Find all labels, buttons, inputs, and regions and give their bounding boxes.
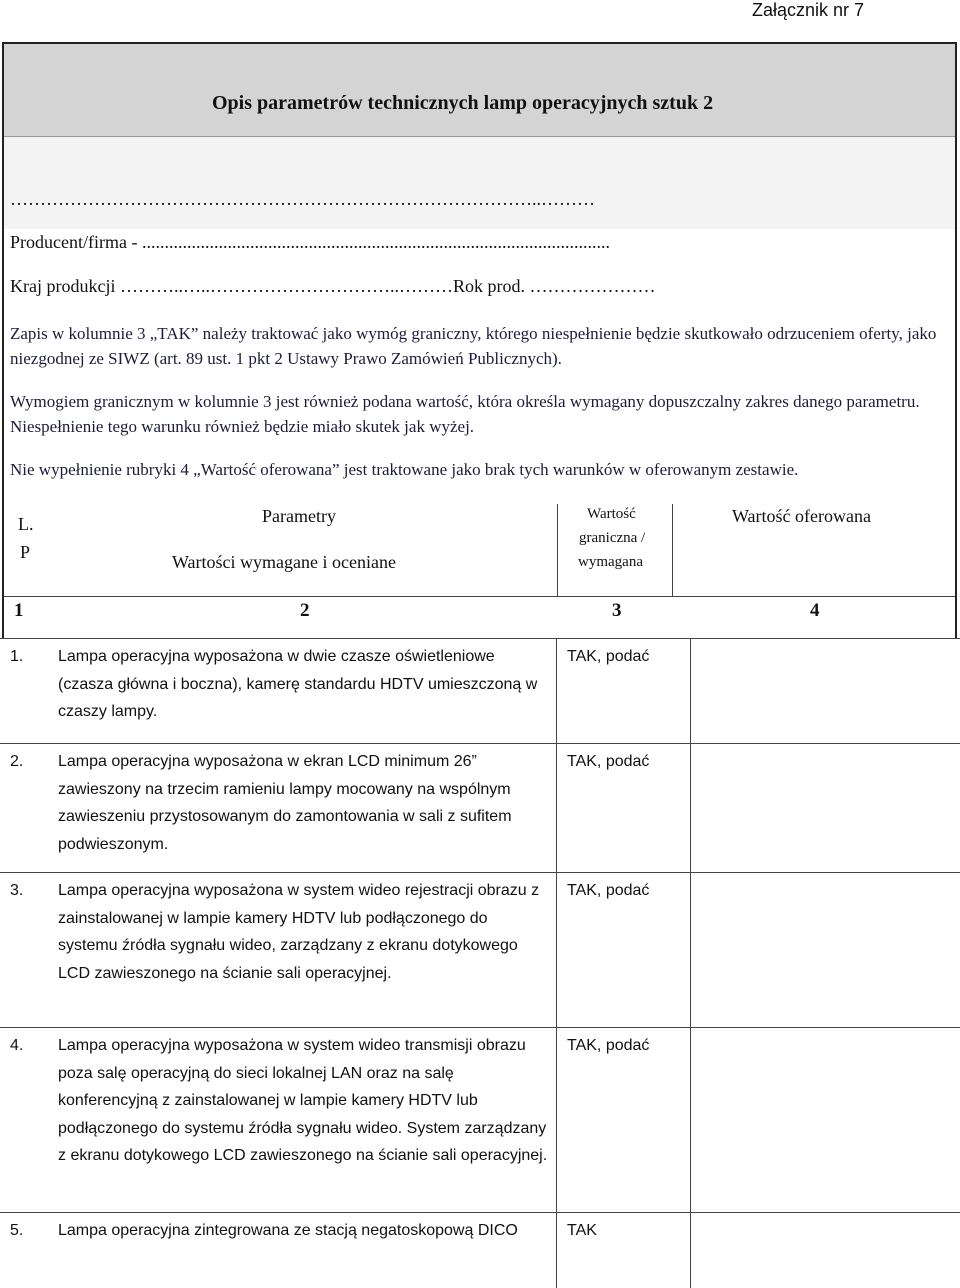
row-required-value: TAK, podać — [567, 648, 650, 665]
row-number: 2. — [10, 753, 24, 770]
header-separator-2 — [672, 504, 673, 596]
row-parameter: Lampa operacyjna wyposażona w system wideo transmisji obrazu poza salę operacyjną do sieci lokalnej LAN oraz na salę konferencyjną z zainstalowanej w lampie kamery HDTV lub podłączonego do systemu źródła sygnału wideo. System zarządzany z ekranu dotykowego LCD zawieszonego na ścianie sali operacyjnej. — [52, 1028, 557, 1212]
row-parameter: Lampa operacyjna wyposażona w ekran LCD minimum 26” zawieszony na trzecim ramieniu lampy mocowany na wspólnym zawieszeniu przystosowanym do zamontowania w sali z sufitem podwieszonym. — [52, 744, 557, 872]
table-row — [0, 1027, 960, 1212]
title-band — [4, 44, 955, 136]
specification-form — [2, 42, 957, 638]
device-name-field[interactable]: ……………………………………………………………………………..……… — [10, 189, 595, 209]
column-number-divider — [4, 596, 955, 597]
column-number-4: 4 — [810, 600, 820, 621]
params-subheader: Wartości wymagane i oceniane — [172, 552, 396, 572]
country-year-field[interactable]: Kraj produkcji ………..…..…………………………..………Rok prod. ………………… — [10, 276, 656, 296]
parameters-table — [0, 638, 960, 1288]
row-offered-value[interactable] — [690, 639, 960, 743]
params-header: Parametry — [262, 506, 336, 526]
row-parameter: Lampa operacyjna wyposażona w system wideo rejestracji obrazu z zainstalowanej w lampie kamery HDTV lub podłączonego do systemu źródła sygnału wideo, zarządzany z ekranu dotykowego LCD zawieszonego na ścianie sali operacyjnej. — [52, 873, 557, 1027]
lp-header-2: P — [20, 542, 31, 562]
column-number-1: 1 — [14, 600, 24, 621]
row-required-value: TAK, podać — [567, 1037, 650, 1054]
row-parameter: Lampa operacyjna wyposażona w dwie czasze oświetleniowe (czasza główna i boczna), kamerę standardu HDTV umieszczoną w czaszy lampy. — [52, 639, 557, 743]
row-number: 5. — [10, 1222, 24, 1239]
table-row — [0, 872, 960, 1027]
table-row — [0, 743, 960, 872]
row-number: 1. — [10, 648, 24, 665]
column-number-3: 3 — [612, 600, 622, 621]
lp-header: L. — [18, 514, 34, 534]
limit-header-2: graniczna / — [579, 530, 646, 546]
row-offered-value[interactable] — [690, 1028, 960, 1212]
row-offered-value[interactable] — [690, 744, 960, 872]
row-offered-value[interactable] — [690, 1213, 960, 1288]
note-offered-value: Nie wypełnienie rubryki 4 „Wartość oferowana” jest traktowane jako brak tych warunków w oferowanym zestawie. — [10, 460, 799, 479]
limit-header-1: Wartość — [587, 506, 636, 522]
note-value-range: Wymogiem granicznym w kolumnie 3 jest również podana wartość, która określa wymagany dopuszczalny zakres danego parametru. Niespełnienie tego warunku również będzie miało skutek jak wyżej. — [10, 392, 920, 436]
note-threshold: Zapis w kolumnie 3 „TAK” należy traktować jako wymóg graniczny, którego niespełnienie będzie skutkowało odrzuceniem oferty, jako niezgodnej ze SIWZ (art. 89 ust. 1 pkt 2 Ustawy Prawo Zamówień Publicznych). — [10, 324, 937, 368]
offered-header: Wartość oferowana — [732, 506, 871, 526]
row-required-value: TAK, podać — [567, 753, 650, 770]
row-required-value: TAK — [567, 1222, 597, 1239]
header-separator-1 — [557, 504, 558, 596]
document-title: Opis parametrów technicznych lamp operacyjnych sztuk 2 — [212, 92, 714, 114]
limit-header-3: wymagana — [578, 554, 643, 570]
producer-field[interactable]: Producent/firma - ........................................................................................................ — [10, 232, 610, 252]
attachment-label: Załącznik nr 7 — [751, 0, 864, 20]
device-fields — [4, 136, 955, 229]
table-row — [0, 638, 960, 743]
row-required-value: TAK, podać — [567, 882, 650, 899]
column-number-2: 2 — [300, 600, 310, 621]
row-number: 3. — [10, 882, 24, 899]
row-offered-value[interactable] — [690, 873, 960, 1027]
row-parameter: Lampa operacyjna zintegrowana ze stacją negatoskopową DICO — [52, 1213, 557, 1288]
table-row — [0, 1212, 960, 1288]
row-number: 4. — [10, 1037, 24, 1054]
